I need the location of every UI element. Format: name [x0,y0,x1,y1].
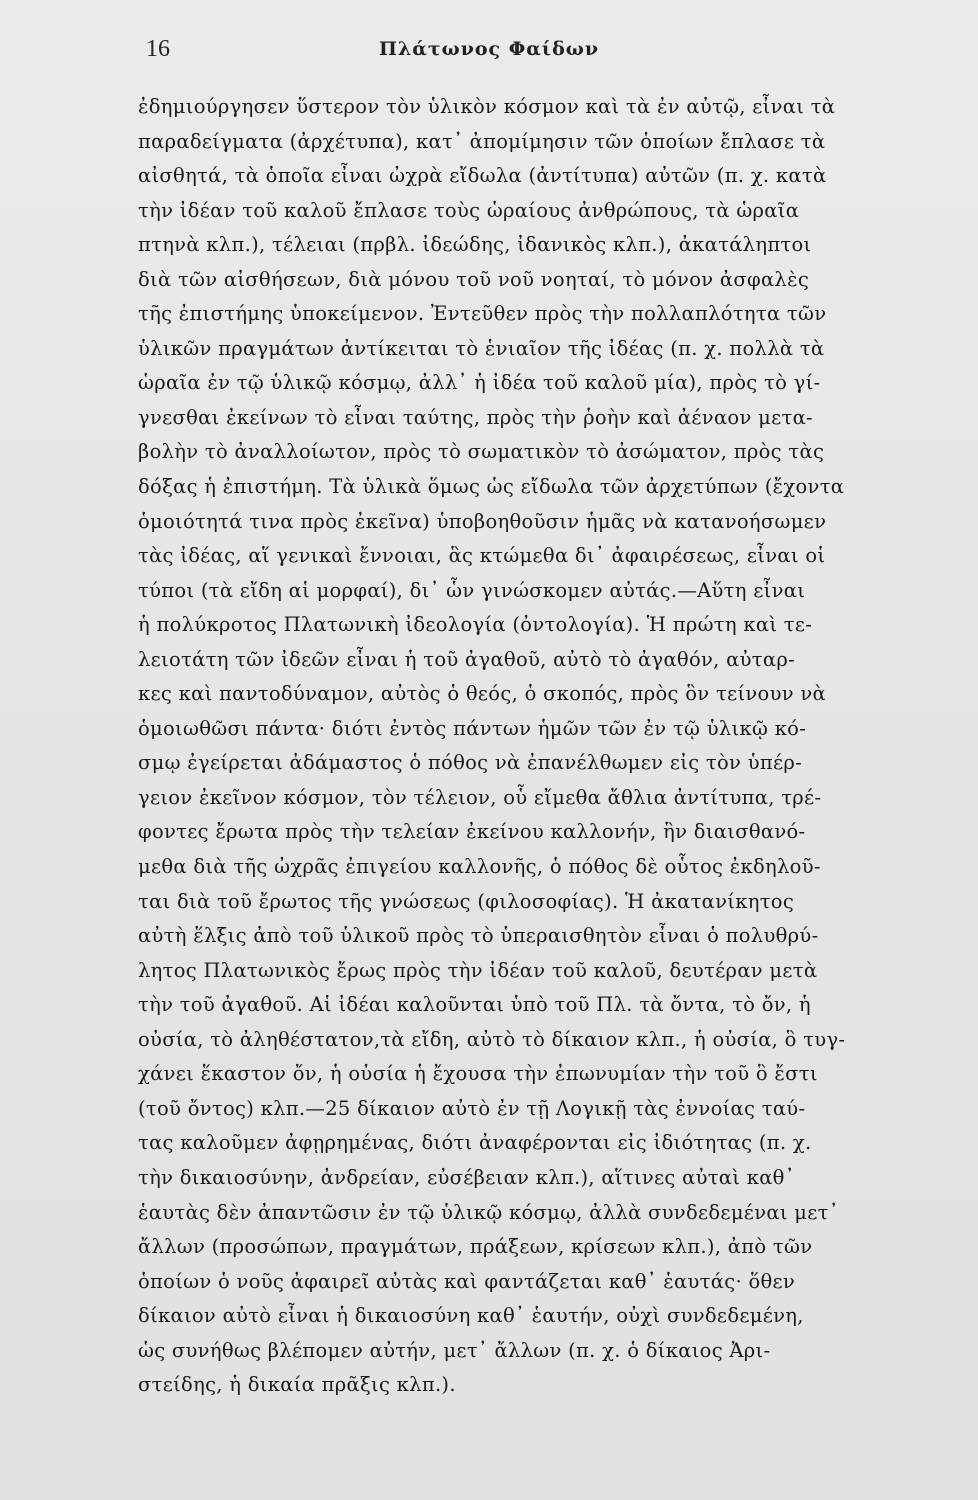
body-text [138,90,938,1403]
text-line: τας καλοῦμεν ἀφῃρημένας, διότι ἀναφέρονται εἰς ἰδιότητας (π. χ. [138,1131,812,1155]
text-line: ὁμοιότητά τινα πρὸς ἐκεῖνα) ὑποβοηθοῦσιν ἡμᾶς νὰ κατανοήσωμεν [138,509,827,533]
text-line: χάνει ἕκαστον ὄν, ἡ οὐσία ἡ ἔχουσα τὴν ἐπωνυμίαν τὴν τοῦ ὃ ἔστι [138,1062,818,1086]
text-line: ὡς συνήθως βλέπομεν αὐτήν, μετ᾽ ἄλλων (π. χ. ὁ δίκαιος Ἀρι- [138,1338,771,1362]
text-line: ἄλλων (προσώπων, πραγμάτων, πράξεων, κρίσεων κλπ.), ἀπὸ τῶν [138,1235,813,1259]
text-line: γειον ἐκεῖνον κόσμον, τὸν τέλειον, οὗ εἴμεθα ἄθλια ἀντίτυπα, τρέ- [138,785,822,809]
text-line: λειοτάτη τῶν ἰδεῶν εἶναι ἡ τοῦ ἀγαθοῦ, αὐτὸ τὸ ἀγαθόν, αὐταρ- [138,647,795,671]
text-line: δίκαιον αὐτὸ εἶναι ἡ δικαιοσύνη καθ᾽ ἑαυτήν, οὐχὶ συνδεδεμένη, [138,1304,804,1328]
text-line: (τοῦ ὄντος) κλπ.—25 δίκαιον αὐτὸ ἐν τῇ Λογικῇ τὰς ἐννοίας ταύ- [138,1096,806,1120]
text-line: βολὴν τὸ ἀναλλοίωτον, πρὸς τὸ σωματικὸν τὸ ἀσώματον, πρὸς τὰς [138,440,825,464]
text-line: μεθα διὰ τῆς ὠχρᾶς ἐπιγείου καλλονῆς, ὁ πόθος δὲ οὗτος ἐκδηλοῦ- [138,855,821,879]
text-line: φοντες ἔρωτα πρὸς τὴν τελείαν ἐκείνου καλλονήν, ἣν διαισθανό- [138,820,806,844]
text-line: ὡραῖα ἐν τῷ ὑλικῷ κόσμῳ, ἀλλ᾽ ἡ ἰδέα τοῦ καλοῦ μία), πρὸς τὸ γί- [138,371,821,395]
text-line: ὁμοιωθῶσι πάντα· διότι ἐντὸς πάντων ἡμῶν τῶν ἐν τῷ ὑλικῷ κό- [138,716,807,740]
text-line: κες καὶ παντοδύναμον, αὐτὸς ὁ θεός, ὁ σκοπός, πρὸς ὃν τείνουν νὰ [138,682,827,706]
text-line: ὁποίων ὁ νοῦς ἀφαιρεῖ αὐτὰς καὶ φαντάζεται καθ᾽ ἑαυτάς· ὅθεν [138,1269,796,1293]
text-line: τὰς ἰδέας, αἵ γενικαὶ ἔννοιαι, ἃς κτώμεθα δι᾽ ἀφαιρέσεως, εἶναι οἱ [138,544,826,568]
text-line: αὐτὴ ἕλξις ἀπὸ τοῦ ὑλικοῦ πρὸς τὸ ὑπεραισθητὸν εἶναι ὁ πολυθρύ- [138,924,819,948]
text-line: ται διὰ τοῦ ἔρωτος τῆς γνώσεως (φιλοσοφίας). Ἡ ἀκατανίκητος [138,889,795,913]
text-line: ἡ πολύκροτος Πλατωνικὴ ἰδεολογία (ὀντολογία). Ἡ πρώτη καὶ τε- [138,613,813,637]
text-line: ἑαυτὰς δὲν ἀπαντῶσιν ἐν τῷ ὑλικῷ κόσμῳ, ἀλλὰ συνδεδεμέναι μετ᾽ [138,1200,839,1224]
text-line: τὴν τοῦ ἀγαθοῦ. Αἱ ἰδέαι καλοῦνται ὑπὸ τοῦ Πλ. τὰ ὄντα, τὸ ὄν, ἡ [138,993,811,1017]
text-line: ἐδημιούργησεν ὕστερον τὸν ὑλικὸν κόσμον καὶ τὰ ἐν αὐτῷ, εἶναι τὰ [138,95,836,118]
text-line: οὐσία, τὸ ἀληθέστατον,τὰ εἴδη, αὐτὸ τὸ δίκαιον κλπ., ἡ οὐσία, ὃ τυγ- [138,1027,846,1051]
page-number: 16 [146,36,170,62]
text-line: τὴν ἰδέαν τοῦ καλοῦ ἔπλασε τοὺς ὡραίους ἀνθρώπους, τὰ ὡραῖα [138,198,800,222]
text-line: δόξας ἡ ἐπιστήμη. Τὰ ὑλικὰ ὅμως ὡς εἴδωλα τῶν ἀρχετύπων (ἔχοντα [138,475,845,499]
text-line: ὑλικῶν πραγμάτων ἀντίκειται τὸ ἑνιαῖον τῆς ἰδέας (π. χ. πολλὰ τὰ [138,336,825,360]
text-line: αἰσθητά, τὰ ὁποῖα εἶναι ὠχρὰ εἴδωλα (ἀντίτυπα) αὐτῶν (π. χ. κατὰ [138,164,827,188]
text-line: παραδείγματα (ἀρχέτυπα), κατ᾽ ἀπομίμησιν τῶν ὁποίων ἔπλασε τὰ [138,129,826,153]
text-line: γνεσθαι ἐκείνων τὸ εἶναι ταύτης, πρὸς τὴν ῥοὴν καὶ ἀέναον μετα- [138,405,813,429]
text-line: διὰ τῶν αἰσθήσεων, διὰ μόνου τοῦ νοῦ νοηταί, τὸ μόνον ἀσφαλὲς [138,267,810,291]
page-header [0,30,978,70]
text-line: τὴν δικαιοσύνην, ἀνδρείαν, εὐσέβειαν κλπ.), αἵτινες αὐταὶ καθ᾽ [138,1165,795,1189]
text-line: λητος Πλατωνικὸς ἔρως πρὸς τὴν ἰδέαν τοῦ καλοῦ, δευτέραν μετὰ [138,958,818,982]
running-title: Πλάτωνος Φαίδων [378,38,600,60]
text-line: σμῳ ἐγείρεται ἀδάμαστος ὁ πόθος νὰ ἐπανέλθωμεν εἰς τὸν ὑπέρ- [138,751,803,775]
text-line: στείδης, ἡ δικαία πρᾶξις κλπ.). [138,1373,456,1397]
text-line: τῆς ἐπιστήμης ὑποκείμενον. Ἐντεῦθεν πρὸς τὴν πολλαπλότητα τῶν [138,302,827,326]
text-line: τύποι (τὰ εἴδη αἱ μορφαί), δι᾽ ὧν γινώσκομεν αὐτάς.—Αὕτη εἶναι [138,578,806,602]
text-line: πτηνὰ κλπ.), τέλειαι (πρβλ. ἰδεώδης, ἰδανικὸς κλπ.), ἀκατάληπτοι [138,233,812,257]
